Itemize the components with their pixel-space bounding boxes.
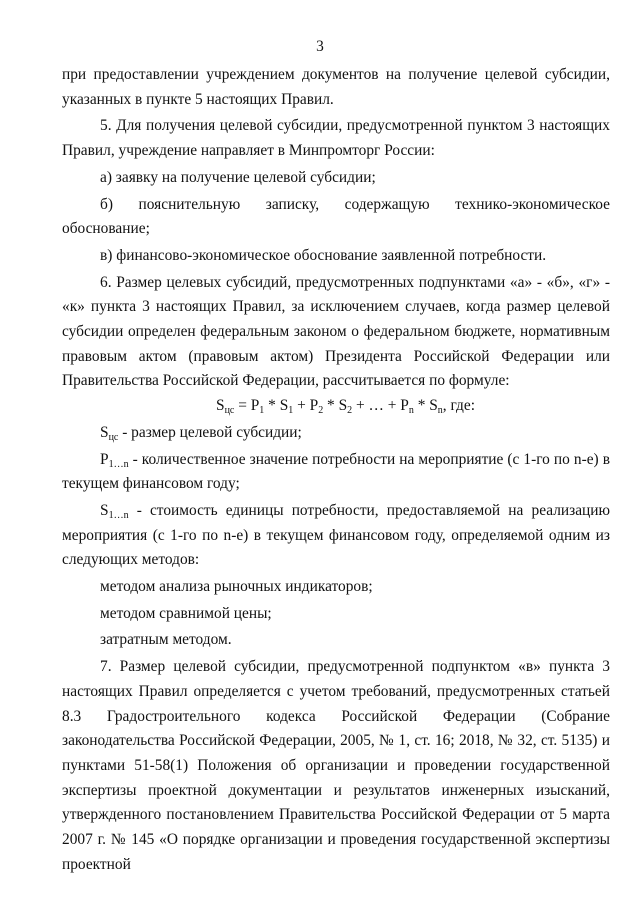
- definition-symbol: S: [100, 501, 109, 519]
- formula-lhs-symbol: S: [216, 397, 225, 415]
- definition-subscript: 1…n: [108, 509, 129, 521]
- definition-symbol: S: [100, 423, 109, 441]
- formula-lhs-subscript: цс: [224, 405, 235, 417]
- formula-p2-subscript: 2: [318, 405, 324, 417]
- formula-times-s: * S: [413, 397, 438, 415]
- section-7-paragraph: 7. Размер целевой субсидии, предусмотренной подпунктом «в» пункта 3 настоящих Правил определяется с учетом требований, предусмотренных статьей 8.3 Градостроительного кодекса Российской Федерации (Собрание законодательства Российской Федерации, 2005, № 1, ст. 16; 2018, № 32, ст. 5135) и пунктами 51-58(1) Положения об организации и проведении государственной экспертизы проектной документации и результатов инженерных изысканий, утвержденного постановлением Правительства Российской Федерации от 5 марта 2007 г. № 145 «О порядке организации и проведения государственной экспертизы проектной: [62, 658, 610, 873]
- intro-line-2: указанных в пункте 5 настоящих Правил.: [62, 90, 334, 108]
- formula-times-s: * S: [264, 397, 289, 415]
- section-5-paragraph: 5. Для получения целевой субсидии, предусмотренной пунктом 3 настоящих Правил, учреждение направляет в Минпромторг России:: [62, 117, 610, 160]
- formula-plus-p: + P: [293, 397, 319, 415]
- page-number: 3: [316, 38, 324, 55]
- method-item: затратным методом.: [100, 631, 232, 649]
- formula-s1-subscript: 1: [288, 405, 294, 417]
- definition-subscript: цс: [108, 431, 119, 443]
- definition-s-1n: [62, 499, 610, 573]
- definition-text: - размер целевой субсидии;: [118, 423, 302, 441]
- formula-times-s: * S: [323, 397, 348, 415]
- section-5-item-v: в) финансово-экономическое обоснование заявленной потребности.: [100, 246, 547, 264]
- document-body: [62, 63, 610, 878]
- section-5-item-b-line-2: обоснование;: [62, 220, 150, 238]
- section-5-item-a: а) заявку на получение целевой субсидии;: [100, 168, 376, 186]
- definition-symbol: P: [100, 450, 109, 468]
- formula-equals-p: = P: [234, 397, 260, 415]
- intro-line-1: при предоставлении учреждением документов на получение целевой субсидии,: [62, 66, 610, 83]
- formula-p1-subscript: 1: [259, 405, 265, 417]
- method-item: методом сравнимой цены;: [100, 604, 272, 622]
- section-6-paragraph: 6. Размер целевых субсидий, предусмотренных подпунктами «а» - «б», «г» - «к» пункта 3 настоящих Правил, за исключением случаев, когда размер целевой субсидии определен федеральным законом о федеральном бюджете, нормативным правовым актом (правовым актом) Президента Российской Федерации или Правительства Российской Федерации, рассчитывается по формуле:: [62, 273, 610, 390]
- formula-pn-subscript: n: [408, 405, 414, 417]
- method-item: методом анализа рыночных индикаторов;: [100, 578, 373, 596]
- definition-subscript: 1…n: [108, 458, 129, 470]
- definition-s-cs: [62, 421, 610, 446]
- definition-text: - стоимость единицы потребности, предоставляемой на реализацию мероприятия (с 1-го по n-е) в текущем финансовом году, определяемой одним из следующих методов:: [62, 501, 610, 569]
- definition-p-1n: [62, 448, 610, 497]
- formula-tail: , где:: [442, 397, 475, 415]
- definition-text: - количественное значение потребности на мероприятие (с 1-го по n-е) в текущем финансовом году;: [62, 450, 610, 493]
- subsidy-formula: [62, 394, 610, 419]
- section-5-item-b-line-1: б) пояснительную записку, содержащую технико-экономическое: [100, 195, 610, 213]
- formula-sn-subscript: n: [437, 405, 443, 417]
- formula-ellipsis-p: + … + P: [352, 397, 409, 415]
- formula-s2-subscript: 2: [347, 405, 353, 417]
